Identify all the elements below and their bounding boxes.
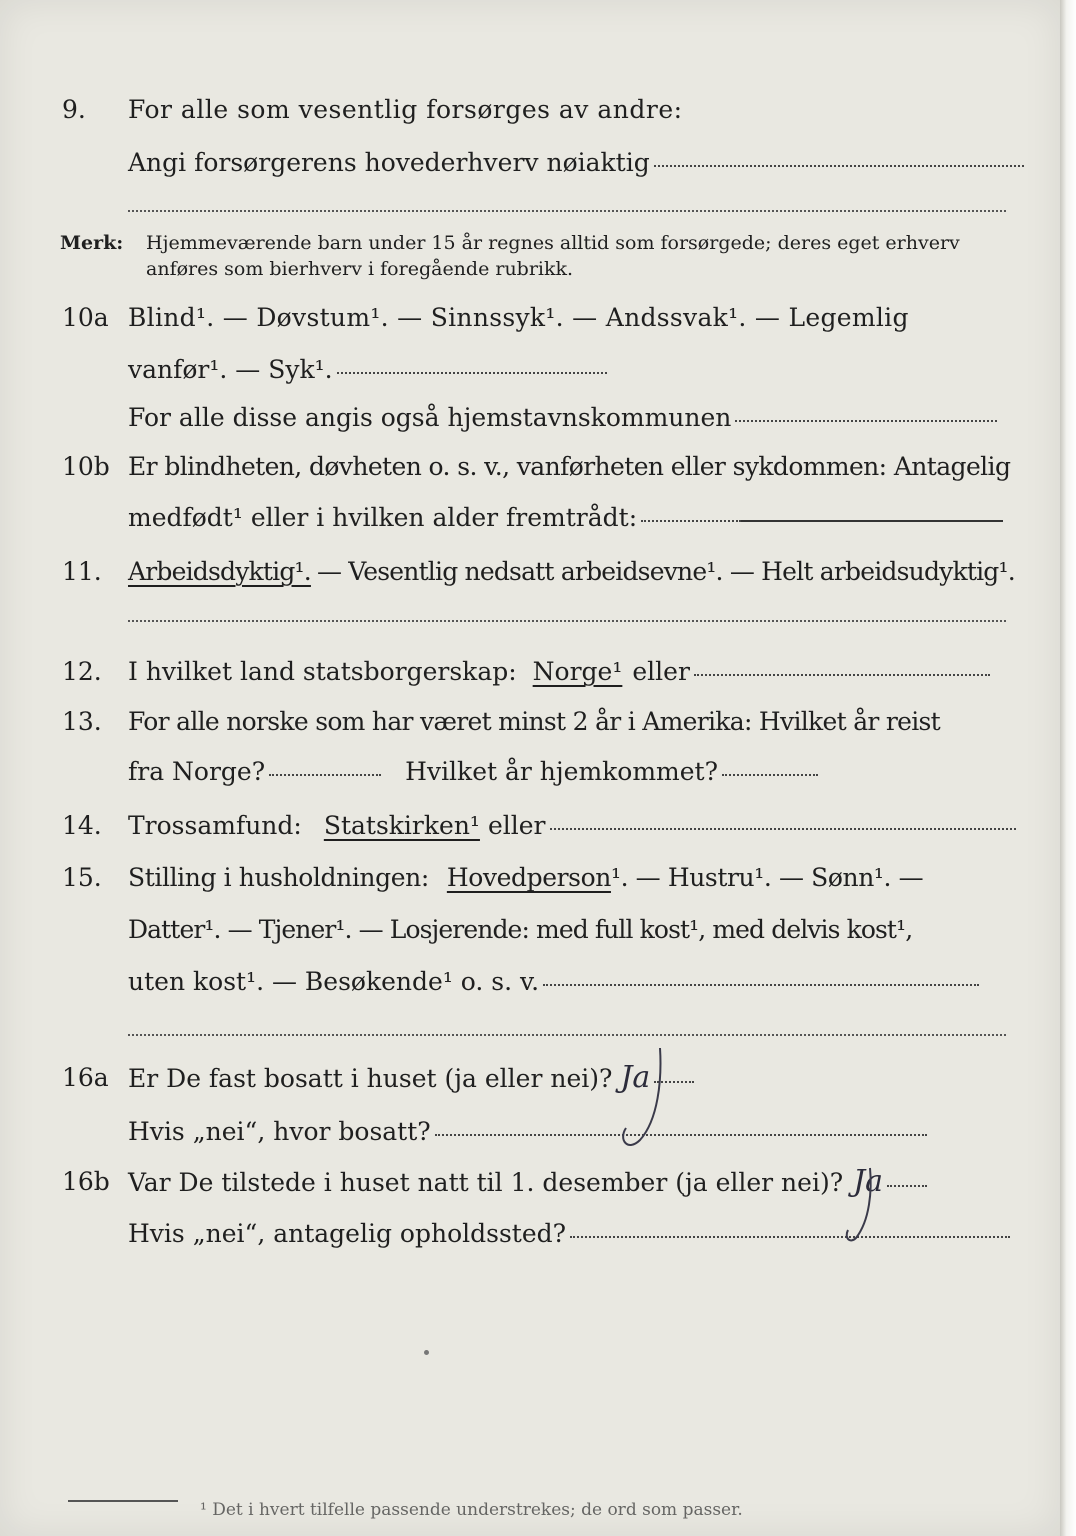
- question-text: For alle norske som har været minst 2 år i Amerika: Hvilket år reist: [128, 707, 941, 736]
- question-number: 13.: [62, 707, 102, 736]
- question-number: 15.: [62, 863, 102, 892]
- note-label: Merk:: [60, 232, 124, 254]
- answer-field[interactable]: [337, 370, 607, 374]
- question-text: Er blindheten, døvheten o. s. v., vanførheten eller sykdommen: Antagelig: [128, 452, 1011, 481]
- answer-field-rule[interactable]: [128, 210, 1006, 212]
- question-text: Blind¹. — Døvstum¹. — Sinnssyk¹. — Andssvak¹. — Legemlig: [128, 303, 909, 332]
- question-text: Hvis „nei“, hvor bosatt?: [128, 1117, 431, 1146]
- footnote-rule: [68, 1500, 178, 1502]
- answer-field[interactable]: [694, 672, 990, 676]
- option-arbeidsdyktig-underlined[interactable]: Arbeidsdyktig¹.: [128, 557, 311, 586]
- question-text: Trossamfund:: [128, 811, 302, 840]
- option-statskirken-underlined[interactable]: Statskirken¹: [323, 811, 480, 840]
- question-text: fra Norge?: [128, 757, 266, 786]
- question-text: Er De fast bosatt i huset (ja eller nei)?: [128, 1064, 613, 1093]
- note-text-line-2: anføres som bierhverv i foregående rubrikk.: [146, 258, 574, 280]
- answer-field[interactable]: [570, 1234, 1010, 1238]
- question-number: 10a: [62, 303, 109, 332]
- footnote: ¹ Det i hvert tilfelle passende understrekes; de ord som passer.: [200, 1500, 743, 1520]
- answer-field[interactable]: [550, 826, 1016, 830]
- answer-field-rule[interactable]: [128, 620, 1006, 622]
- answer-field[interactable]: [641, 518, 741, 522]
- question-options: ¹. — Hustru¹. — Sønn¹. —: [610, 863, 924, 892]
- handwritten-answer-ja[interactable]: Ja: [853, 1164, 884, 1199]
- handwritten-answer-ja[interactable]: Ja: [620, 1060, 651, 1095]
- note-text-line-1: Hjemmeværende barn under 15 år regnes alltid som forsørgede; deres eget erhverv: [146, 232, 960, 254]
- question-text: Hvilket år hjemkommet?: [405, 757, 719, 786]
- question-text-or: eller: [632, 657, 690, 686]
- handwriting-flourish-icon: [600, 1040, 720, 1160]
- answer-field[interactable]: [543, 982, 979, 986]
- question-text: Stilling i husholdningen:: [128, 863, 429, 892]
- answer-field-rule[interactable]: [741, 520, 1003, 522]
- question-number: 16b: [62, 1167, 110, 1196]
- question-text: For alle som vesentlig forsørges av andre:: [128, 95, 683, 124]
- page-edge: [1060, 0, 1076, 1536]
- question-options: — Vesentlig nedsatt arbeidsevne¹. — Helt arbeidsudyktig¹.: [316, 557, 1015, 586]
- question-text: vanfør¹. — Syk¹.: [128, 355, 333, 384]
- question-number: 14.: [62, 811, 102, 840]
- answer-field[interactable]: [735, 418, 997, 422]
- question-text: Hvis „nei“, antagelig opholdssted?: [128, 1219, 567, 1248]
- question-text-or: eller: [487, 811, 546, 840]
- paper-speck: [424, 1350, 429, 1355]
- question-options: Datter¹. — Tjener¹. — Losjerende: med full kost¹, med delvis kost¹,: [128, 915, 913, 944]
- answer-field-rule[interactable]: [128, 1034, 1006, 1036]
- question-number: 12.: [62, 657, 102, 686]
- question-text: For alle disse angis også hjemstavnskommunen: [128, 403, 732, 432]
- answer-field[interactable]: [654, 163, 1024, 167]
- question-number: 16a: [62, 1063, 109, 1092]
- question-number: 11.: [62, 557, 102, 586]
- question-number: 10b: [62, 452, 110, 481]
- question-options: uten kost¹. — Besøkende¹ o. s. v.: [128, 967, 540, 996]
- question-number: 9.: [62, 95, 86, 124]
- answer-field-emigrated-year[interactable]: [269, 772, 381, 776]
- question-text: I hvilket land statsborgerskap:: [128, 657, 517, 686]
- question-text: Angi forsørgerens hovederhverv nøiaktig: [128, 148, 650, 177]
- answer-field-return-year[interactable]: [722, 772, 818, 776]
- option-hovedperson-underlined[interactable]: Hovedperson: [446, 863, 611, 892]
- question-text: medfødt¹ eller i hvilken alder fremtrådt:: [128, 503, 638, 532]
- option-norge-underlined[interactable]: Norge¹: [532, 657, 623, 686]
- handwriting-flourish-icon: [830, 1160, 910, 1250]
- question-text: Var De tilstede i huset natt til 1. desember (ja eller nei)?: [128, 1168, 844, 1197]
